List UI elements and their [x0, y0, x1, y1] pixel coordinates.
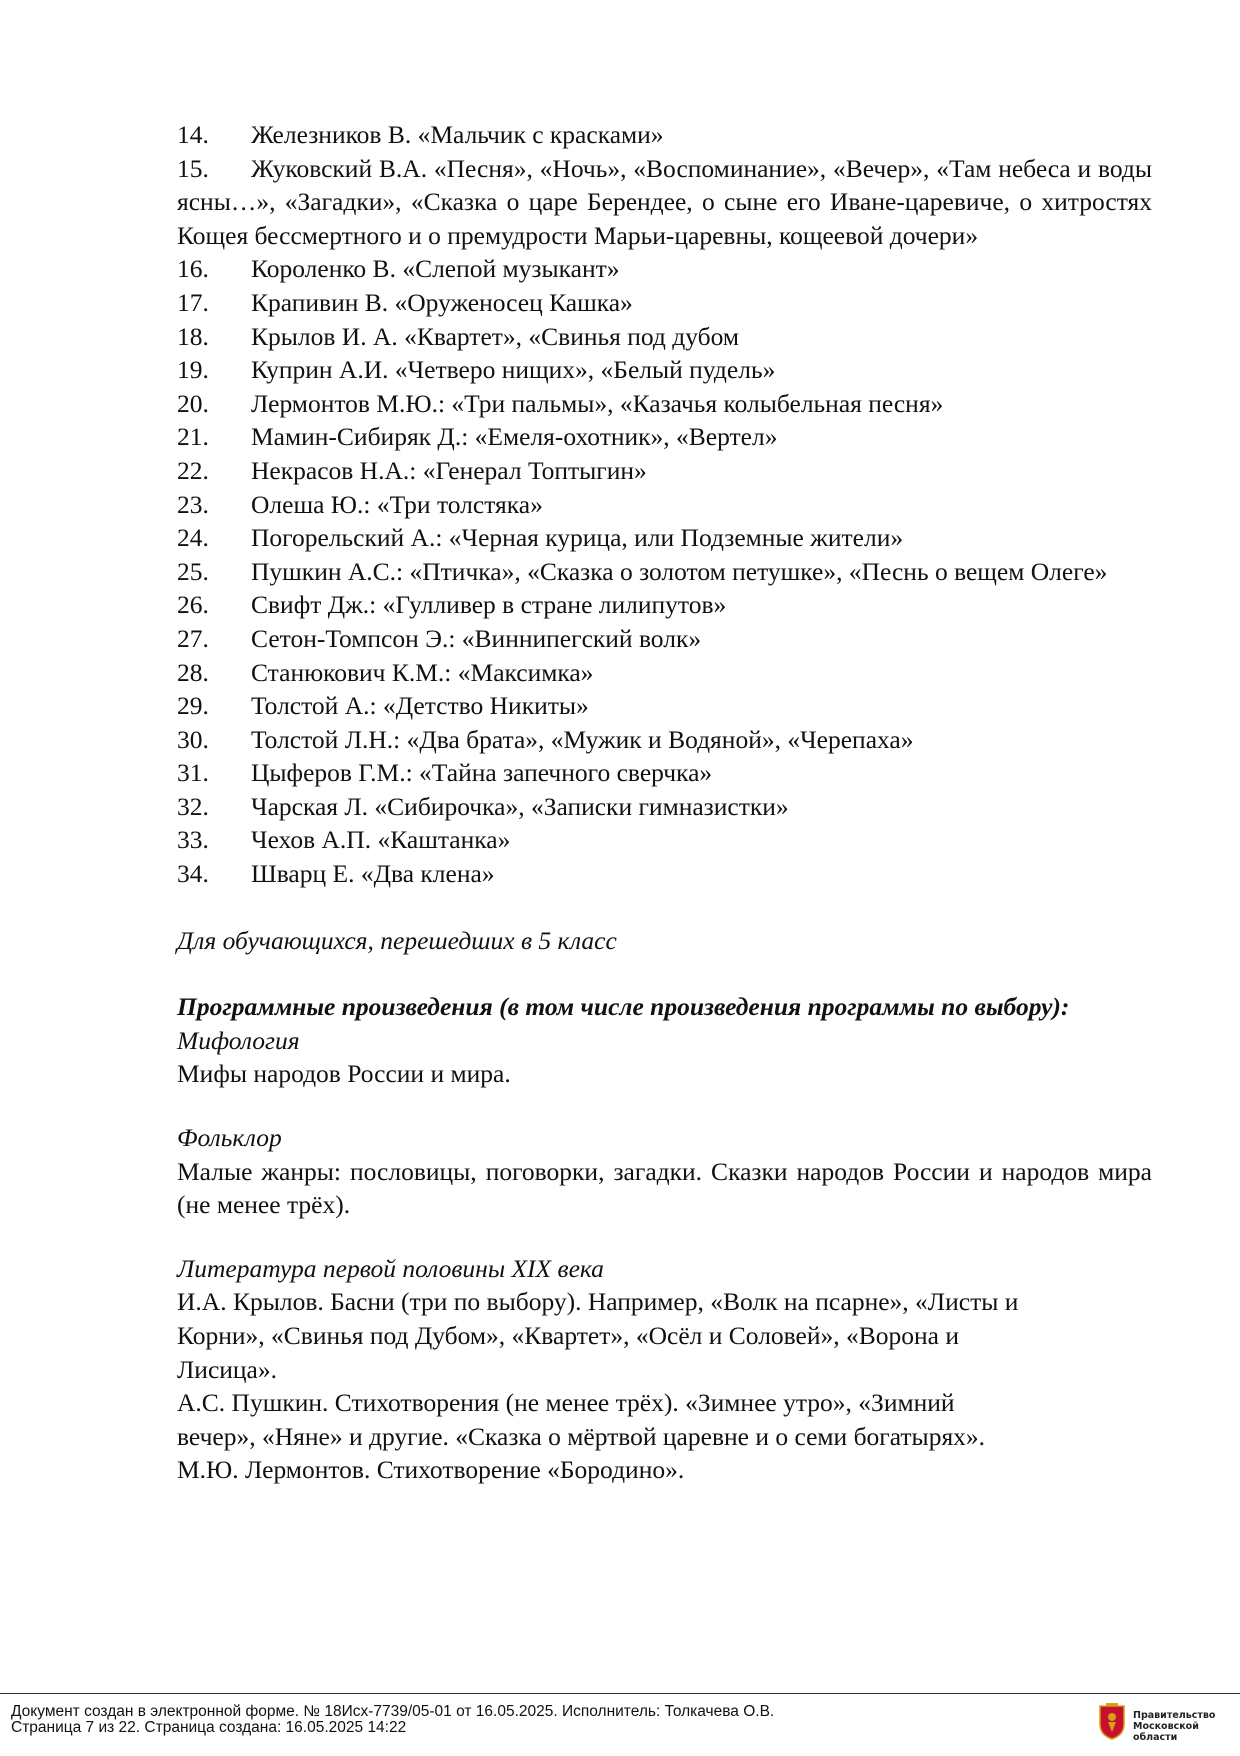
list-item: 28. Станюкович К.М.: «Максимка»: [177, 657, 594, 687]
spacer: [177, 957, 1152, 990]
section-text-folklore: Малые жанры: пословицы, поговорки, загадки. Сказки народов России и народов мира (не менее трёх).: [177, 1156, 1152, 1220]
list-item: 21. Мамин-Сибиряк Д.: «Емеля-охотник», «Вертел»: [177, 422, 778, 452]
section-text-mythology: Мифы народов России и мира.: [177, 1059, 511, 1089]
document-footer: [0, 1693, 1240, 1756]
spacer: [177, 1222, 1152, 1252]
pushkin-paragraph: [177, 1386, 1152, 1453]
list-item: 17. Крапивин В. «Оруженосец Кашка»: [177, 287, 633, 317]
spacer: [177, 891, 1152, 924]
list-item: 19. Куприн А.И. «Четверо нищих», «Белый пудель»: [177, 355, 776, 385]
section-title-literature: Литература первой половины XIX века: [177, 1253, 604, 1283]
list-item: 34. Шварц Е. «Два клена»: [177, 859, 495, 889]
list-item: 32. Чарская Л. «Сибирочка», «Записки гимназистки»: [177, 791, 789, 821]
list-item: 18. Крылов И. А. «Квартет», «Свинья под дубом: [177, 321, 740, 351]
grade5-heading: Для обучающихся, перешедших в 5 класс: [177, 925, 617, 955]
lermontov-line: М.Ю. Лермонтов. Стихотворение «Бородино».: [177, 1455, 685, 1485]
list-item: 29. Толстой А.: «Детство Никиты»: [177, 691, 589, 721]
section-title-mythology: Мифология: [177, 1025, 300, 1055]
list-item: 22. Некрасов Н.А.: «Генерал Топтыгин»: [177, 455, 647, 485]
list-item: 20. Лермонтов М.Ю.: «Три пальмы», «Казачья колыбельная песня»: [177, 388, 944, 418]
list-item: 16. Короленко В. «Слепой музыкант»: [177, 254, 620, 284]
list-item: 31. Цыферов Г.М.: «Тайна запечного сверчка»: [177, 758, 713, 788]
pushkin-line: вечер», «Няне» и другие. «Сказка о мёртвой царевне и о семи богатырях».: [177, 1421, 986, 1451]
list-item: 30. Толстой Л.Н.: «Два брата», «Мужик и Водяной», «Черепаха»: [177, 724, 914, 754]
krylov-paragraph: [177, 1285, 1152, 1386]
footer-line-2: Страница 7 из 22. Страница создана: 16.05.2025 14:22: [11, 1719, 407, 1736]
reading-list: [177, 118, 1152, 891]
list-item: 14. Железников В. «Мальчик с красками»: [177, 120, 664, 149]
footer-line-1: Документ создан в электронной форме. № 18Исх-7739/05-01 от 16.05.2025. Исполнитель: Толкачева О.В.: [11, 1703, 775, 1720]
list-item: 15. Жуковский В.А. «Песня», «Ночь», «Воспоминание», «Вечер», «Там небеса и воды ясны…», «Загадки», «Сказка о царе Берендее, о сыне его Иване-царевиче, о хитростях Кощея бессмертного и о премудрости Марьи-царевны, кощеевой дочери»: [177, 153, 1152, 250]
pushkin-line: А.С. Пушкин. Стихотворения (не менее трёх). «Зимнее утро», «Зимний: [177, 1388, 955, 1418]
list-item: 23. Олеша Ю.: «Три толстяка»: [177, 489, 543, 519]
krylov-line: Лисица».: [177, 1354, 277, 1384]
footer-text: [11, 1704, 774, 1736]
list-item: 25. Пушкин А.С.: «Птичка», «Сказка о золотом петушке», «Песнь о вещем Олеге»: [177, 556, 1108, 586]
list-item: 24. Погорельский А.: «Черная курица, или Подземные жители»: [177, 523, 904, 553]
krylov-line: Корни», «Свинья под Дубом», «Квартет», «Осёл и Соловей», «Ворона и: [177, 1321, 960, 1350]
document-body: [177, 118, 1152, 1487]
coat-of-arms-icon: [1097, 1702, 1127, 1740]
list-item: 26. Свифт Дж.: «Гулливер в стране лилипутов»: [177, 590, 727, 620]
government-logo: [1097, 1700, 1227, 1746]
section-title-folklore: Фольклор: [177, 1123, 282, 1153]
list-item: 27. Сетон-Томпсон Э.: «Виннипегский волк»: [177, 623, 702, 653]
program-heading: Программные произведения (в том числе произведения программы по выбору):: [177, 992, 1070, 1022]
list-item: 33. Чехов А.П. «Каштанка»: [177, 825, 511, 855]
krylov-line: И.А. Крылов. Басни (три по выбору). Например, «Волк на псарне», «Листы и: [177, 1287, 1019, 1317]
logo-text: Правительство Московской области: [1133, 1710, 1216, 1743]
spacer: [177, 1091, 1152, 1121]
